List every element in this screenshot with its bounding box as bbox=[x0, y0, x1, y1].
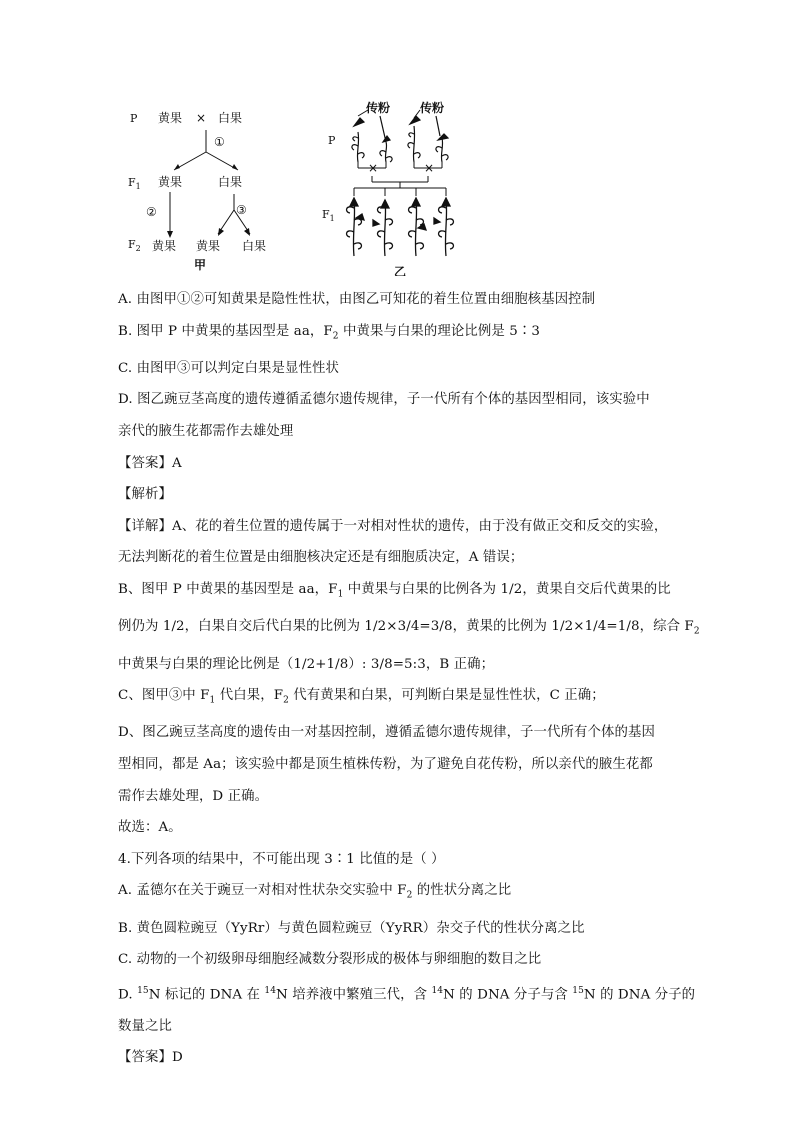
jia-step-3: ③ bbox=[236, 203, 247, 217]
yi-p-plant bbox=[436, 134, 448, 162]
q3-option-c: C. 由图甲③可以判定白果是显性性状 bbox=[118, 360, 339, 376]
yi-f1-plant bbox=[373, 200, 392, 256]
yi-p-label: P bbox=[328, 134, 336, 147]
jia-f2-label: $F_2$ bbox=[128, 238, 141, 253]
q3-option-d-line2: 亲代的腋生花都需作去雄处理 bbox=[118, 424, 294, 440]
q4-option-b: B. 黄色圆粒豌豆（YyRr）与黄色圆粒豌豆（YyRR）杂交子代的性状分离之比 bbox=[118, 920, 585, 936]
diagram-jia bbox=[128, 111, 266, 272]
q3-answer: 【答案】A bbox=[118, 455, 182, 471]
jia-step-1: ① bbox=[214, 135, 225, 149]
jia-f2-a: 黄果 bbox=[152, 239, 177, 253]
yi-f1-plant bbox=[409, 198, 426, 256]
q3-detail-b-line3: 中黄果与白果的理论比例是（1/2+1/8）: 3/8=5:3，B 正确； bbox=[118, 656, 495, 672]
yi-pollen-label-2: 传粉 bbox=[420, 101, 445, 115]
jia-parent-right: 白果 bbox=[218, 111, 243, 125]
q3-detail-d-line1: D、图乙豌豆茎高度的遗传由一对基因控制，遵循孟德尔遗传规律，子一代所有个体的基因 bbox=[118, 725, 655, 741]
jia-arrowhead bbox=[232, 164, 238, 170]
jia-parent-left: 黄果 bbox=[158, 111, 183, 125]
jia-step-2: ② bbox=[146, 205, 157, 219]
jia-p-label: P bbox=[130, 112, 138, 125]
diagram-yi bbox=[322, 100, 453, 276]
jia-arrowhead bbox=[174, 164, 180, 170]
q4-answer: 【答案】D bbox=[118, 1050, 183, 1066]
genetics-figure bbox=[118, 96, 678, 276]
yi-p-plant bbox=[408, 116, 420, 162]
jia-cross-symbol: × bbox=[196, 111, 207, 125]
text-body bbox=[118, 284, 700, 1074]
q3-detail-a-line2: 无法判断花的着生位置是由细胞核决定还是有细胞质决定，A 错误； bbox=[118, 550, 524, 566]
yi-cross-2: × bbox=[424, 161, 435, 175]
q4-option-d-line2: 数量之比 bbox=[118, 1018, 172, 1034]
q3-analysis-title: 【解析】 bbox=[118, 487, 172, 503]
q3-option-d-line1: D. 图乙豌豆茎高度的遗传遵循孟德尔遗传规律，子一代所有个体的基因型相同，该实验中 bbox=[118, 392, 650, 408]
q4-option-c: C. 动物的一个初级卵母细胞经减数分裂形成的极体与卵细胞的数目之比 bbox=[118, 952, 542, 968]
yi-p-plant bbox=[380, 136, 392, 162]
q3-option-a: A. 由图甲①②可知黄果是隐性性状，由图乙可知花的着生位置由细胞核基因控制 bbox=[118, 292, 596, 307]
yi-f1-label: $F_1$ bbox=[322, 208, 335, 223]
yi-pollen-label-1: 传粉 bbox=[366, 101, 391, 115]
jia-arrowhead bbox=[167, 231, 173, 238]
yi-f1-plant bbox=[434, 198, 453, 256]
q3-detail-d-line2: 型相同，都是 Aa；该实验中都是顶生植株传粉，为了避免自花传粉，所以亲代的腋生花都 bbox=[118, 757, 653, 772]
yi-pollen-arrow-2 bbox=[436, 116, 440, 136]
q4-stem: 4.下列各项的结果中，不可能出现 3∶1 比值的是（ ） bbox=[118, 851, 445, 867]
q3-detail-b-line2: 例仍为 1/2，白果自交后代白果的比例为 1/2×3/4=3/8，黄果的比例为 1/2×1/4=1/8，综合 $F_2$ bbox=[118, 619, 700, 637]
yi-f1-plant bbox=[347, 198, 364, 256]
q3-option-b: B. 图甲 P 中黄果的基因型是 aa，$F_2$ 中黄果与白果的理论比例是 5∶3 bbox=[118, 323, 540, 342]
jia-f2-c: 白果 bbox=[242, 239, 267, 253]
q3-detail-d-line3: 需作去雄处理，D 正确。 bbox=[118, 788, 269, 804]
jia-f2-b: 黄果 bbox=[196, 239, 221, 253]
q3-choice: 故选：A。 bbox=[118, 820, 182, 836]
q3-detail-b-line1: B、图甲 P 中黄果的基因型是 aa，$F_1$ 中黄果与白果的比例各为 1/2，黄果自交后代黄果的比 bbox=[118, 582, 671, 600]
yi-caption: 乙 bbox=[394, 265, 407, 276]
yi-p-plant bbox=[352, 118, 364, 162]
jia-caption: 甲 bbox=[194, 258, 207, 272]
q4-option-d-line1: D. $^{15}$N 标记的 DNA 在 $^{14}$N 培养液中繁殖三代，含 $^{14}$N 的 DNA 分子与含 $^{15}$N 的 DNA 分子的 bbox=[118, 985, 696, 1003]
jia-f1-label: $F_1$ bbox=[128, 176, 141, 191]
yi-cross-1: × bbox=[368, 161, 379, 175]
jia-f1-right: 白果 bbox=[218, 175, 243, 189]
q3-detail-c: C、图甲③中 $F_1$ 代白果，$F_2$ 代有黄果和白果，可判断白果是显性性状，C 正确； bbox=[118, 688, 605, 706]
jia-f1-left: 黄果 bbox=[158, 175, 183, 189]
q3-detail-a-line1: 【详解】A、花的着生位置的遗传属于一对相对性状的遗传，由于没有做正交和反交的实验， bbox=[118, 518, 668, 534]
q4-option-a: A. 孟德尔在关于豌豆一对相对性状杂交实验中 $F_2$ 的性状分离之比 bbox=[118, 883, 512, 902]
